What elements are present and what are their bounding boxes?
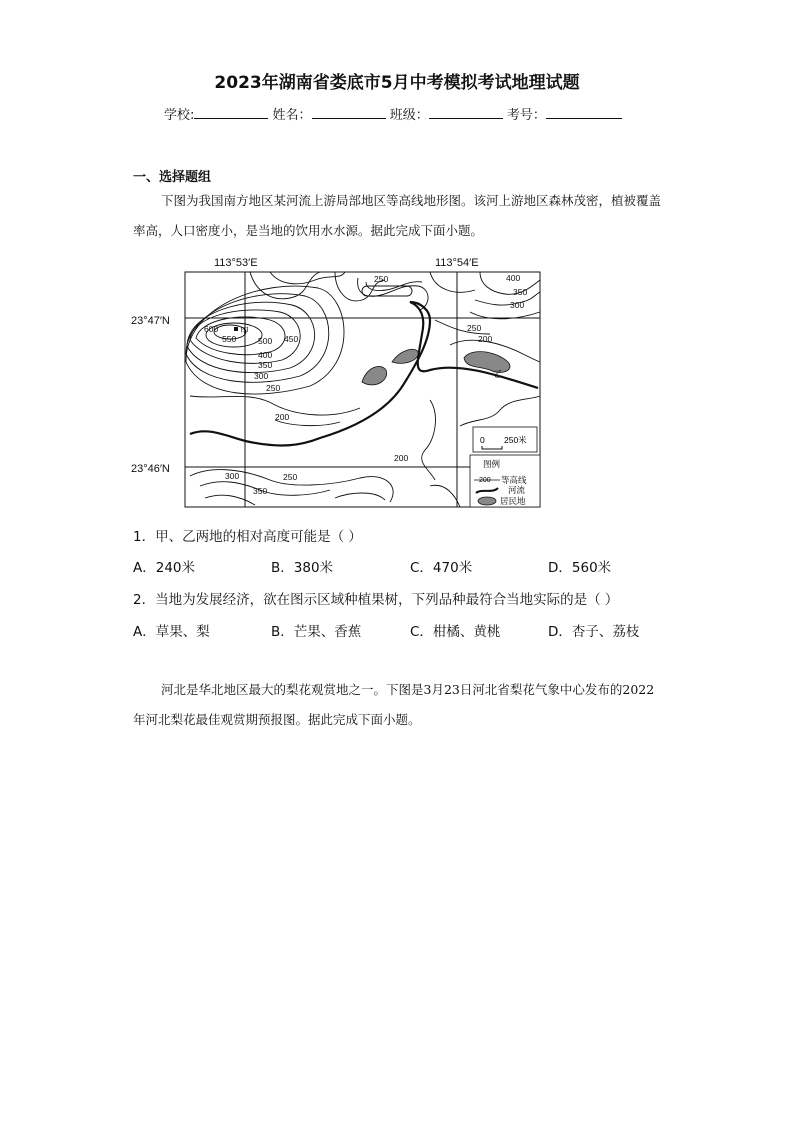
contour-label: 600 xyxy=(204,324,219,334)
intro-paragraph-1 xyxy=(133,186,661,246)
question-1-options xyxy=(133,556,693,574)
q1-option-a[interactable]: A．240米 xyxy=(133,560,196,576)
legend-settlement-symbol xyxy=(478,497,496,505)
legend-river-label: 河流 xyxy=(508,485,526,495)
contour-label: 400 xyxy=(506,273,521,283)
contour-label: 450 xyxy=(284,334,299,344)
intro-text-2: 河北是华北地区最大的梨花观赏地之一。下图是3月23日河北省梨花气象中心发布的2022年河北梨花最佳观赏期预报图。据此完成下面小题。 xyxy=(133,682,655,727)
q2-option-c[interactable]: C．柑橘、黄桃 xyxy=(410,624,501,640)
exam-number-label: 考号： xyxy=(506,108,546,123)
contour-label: 500 xyxy=(258,336,273,346)
class-label: 班级： xyxy=(389,108,429,123)
student-info-line xyxy=(164,104,622,123)
lat-label-1: 23°47′N xyxy=(131,315,170,327)
q1-option-d[interactable]: D．560米 xyxy=(548,560,612,576)
lat-label-2: 23°46′N xyxy=(131,463,170,475)
question-2: 2．当地为发展经济，欲在图示区域种植果树，下列品种最符合当地实际的是（ ） xyxy=(133,592,619,608)
contour-label: 300 xyxy=(254,371,269,381)
class-blank[interactable] xyxy=(429,104,503,119)
settlement-2 xyxy=(362,366,387,384)
scale-end-label: 250米 xyxy=(504,435,527,445)
contour-label: 200 xyxy=(478,334,493,344)
contour-label: 250 xyxy=(467,323,482,333)
contour-label: 300 xyxy=(510,300,525,310)
place-label-yi: 乙 xyxy=(494,369,504,379)
name-blank[interactable] xyxy=(312,104,386,119)
scale-bar xyxy=(473,427,537,452)
contour-label: 250 xyxy=(283,472,298,482)
q1-option-c[interactable]: C．470米 xyxy=(410,560,473,576)
intro-text-1: 下图为我国南方地区某河流上游局部地区等高线地形图。该河上游地区森林茂密，植被覆盖率高，人口密度小，是当地的饮用水水源。据此完成下面小题。 xyxy=(133,193,662,238)
point-jia-marker xyxy=(234,327,238,331)
name-label: 姓名： xyxy=(272,108,312,123)
scale-start-label: 0 xyxy=(480,435,485,445)
legend-settlement-label: 居民地 xyxy=(500,496,526,506)
q2-option-d[interactable]: D．杏子、荔枝 xyxy=(548,624,640,640)
contour-label: 200 xyxy=(394,453,409,463)
lon-label-1: 113°53′E xyxy=(214,257,258,269)
section-heading: 一、选择题组 xyxy=(133,170,212,185)
contour-label: 400 xyxy=(258,350,273,360)
contour-label: 200 xyxy=(275,412,290,422)
school-blank[interactable] xyxy=(194,104,268,119)
q1-option-b[interactable]: B．380米 xyxy=(271,560,334,576)
contour-label: 250 xyxy=(374,274,389,284)
q2-option-b[interactable]: B．芒果、香蕉 xyxy=(271,624,362,640)
contour-label: 300 xyxy=(225,471,240,481)
legend-contour-value: 200 xyxy=(479,477,491,484)
q2-option-a[interactable]: A．草果、梨 xyxy=(133,624,210,640)
legend-contour-label: 等高线 xyxy=(501,475,527,485)
map-legend xyxy=(470,455,540,507)
intro-paragraph-2 xyxy=(133,675,661,735)
exam-number-blank[interactable] xyxy=(546,104,622,119)
place-label-jia: 甲 xyxy=(240,326,250,336)
contour-label: 350 xyxy=(258,360,273,370)
contour-label: 550 xyxy=(222,334,237,344)
legend-title: 图例 xyxy=(483,459,501,469)
contour-label: 250 xyxy=(266,383,281,393)
question-1: 1．甲、乙两地的相对高度可能是（ ） xyxy=(133,529,362,545)
question-2-options xyxy=(133,620,693,638)
lon-label-2: 113°54′E xyxy=(435,257,479,269)
settlement-1 xyxy=(392,349,418,363)
page-title: 2023年湖南省娄底市5月中考模拟考试地理试题 xyxy=(214,73,580,93)
school-label: 学校: xyxy=(164,108,195,123)
contour-map xyxy=(130,250,550,512)
contour-label: 350 xyxy=(253,486,268,496)
contour-label: 350 xyxy=(513,287,528,297)
